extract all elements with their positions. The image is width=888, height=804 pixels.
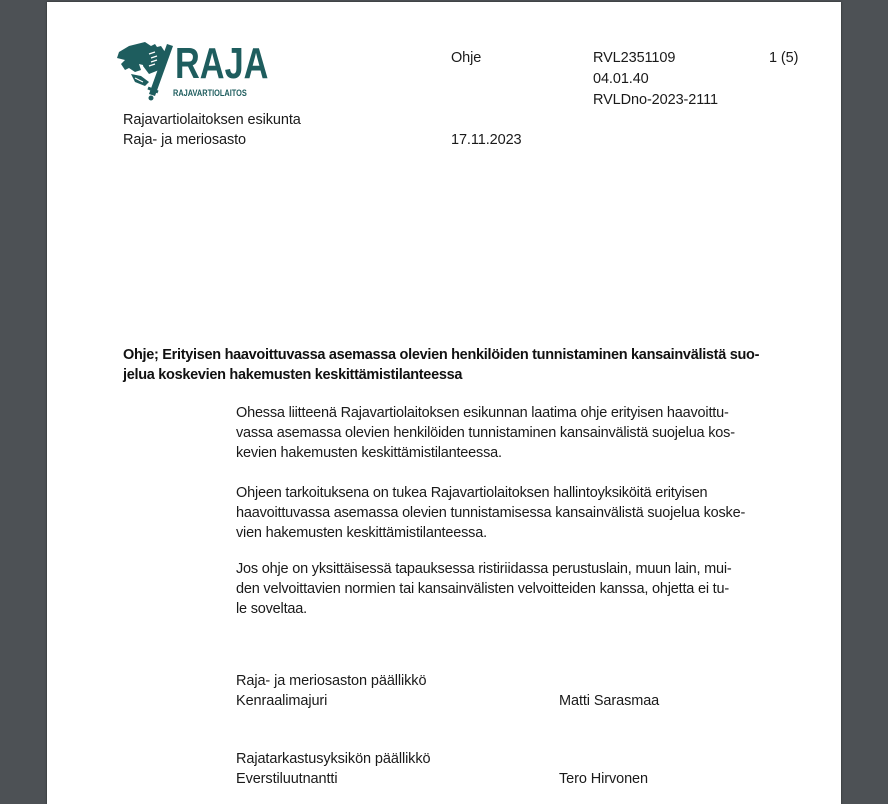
title-line: jelua koskevien hakemusten keskittämistilanteessa — [123, 367, 463, 383]
paragraph-line: haavoittuvassa asemassa olevien tunnistamisessa kansainvälistä suojelua koske- — [236, 505, 746, 521]
signer-name: Tero Hirvonen — [559, 771, 648, 787]
record-number: RVLDno-2023-2111 — [593, 92, 718, 108]
paragraph-line: vassa asemassa olevien henkilöiden tunnistaminen kansainvälistä suojelua kos- — [236, 425, 735, 441]
page-indicator: 1 (5) — [769, 50, 799, 66]
signer-rank: Kenraalimajuri — [236, 693, 328, 709]
organization-name: Rajavartiolaitoksen esikunta — [123, 112, 301, 128]
paragraph-line: den velvoittavien normien tai kansainvälisten velvoitteiden kanssa, ohjetta ei tu- — [236, 581, 730, 597]
document-page — [47, 2, 841, 804]
logo-wordmark: RAJA — [175, 39, 269, 88]
paragraph-line: Jos ohje on yksittäisessä tapauksessa ristiriidassa perustuslain, muun lain, mui- — [236, 561, 732, 577]
paragraph-line: vien hakemusten keskittämistilanteessa. — [236, 525, 487, 541]
signer-rank: Everstiluutnantti — [236, 771, 338, 787]
paragraph-line: Ohjeen tarkoituksena on tukea Rajavartiolaitoksen hallintoyksiköitä erityisen — [236, 485, 708, 501]
raja-logo — [115, 38, 269, 108]
signer-position: Rajatarkastusyksikön päällikkö — [236, 751, 431, 767]
signer-name: Matti Sarasmaa — [559, 693, 660, 709]
paragraph-line: Ohessa liitteenä Rajavartiolaitoksen esikunnan laatima ohje erityisen haavoittu- — [236, 405, 729, 421]
paragraph-line: kevien hakemusten keskittämistilanteessa. — [236, 445, 502, 461]
paragraph-line: le soveltaa. — [236, 601, 307, 617]
body-paragraph — [236, 403, 776, 463]
document-number: RVL2351109 — [593, 50, 676, 66]
body-paragraph — [236, 559, 776, 619]
logo-subtext: RAJAVARTIOLAITOS — [173, 88, 247, 98]
document-type: Ohje — [451, 50, 482, 66]
archive-code: 04.01.40 — [593, 71, 649, 87]
signer-position: Raja- ja meriosaston päällikkö — [236, 673, 427, 689]
department-name: Raja- ja meriosasto — [123, 132, 247, 148]
document-title — [123, 345, 773, 385]
document-date: 17.11.2023 — [451, 132, 522, 148]
lynx-emblem-icon — [115, 40, 177, 102]
body-paragraph — [236, 483, 776, 543]
title-line: Ohje; Erityisen haavoittuvassa asemassa olevien henkilöiden tunnistaminen kansainvälistä suo- — [123, 347, 760, 363]
